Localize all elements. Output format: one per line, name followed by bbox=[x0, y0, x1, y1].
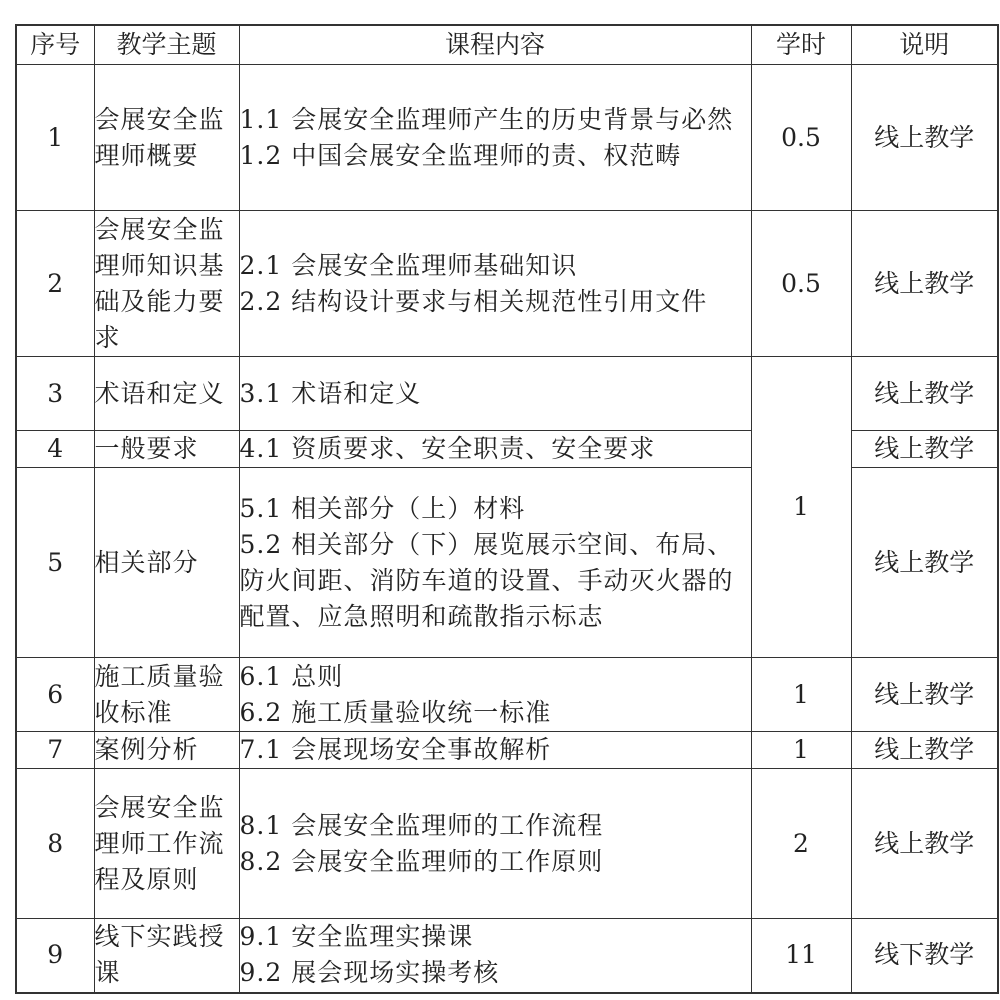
row-number: 2 bbox=[16, 211, 94, 357]
row-hours: 1 bbox=[751, 658, 851, 732]
row-content bbox=[239, 357, 751, 431]
content-line: 4.1 资质要求、安全职责、安全要求 bbox=[239, 434, 656, 463]
row-topic bbox=[94, 431, 239, 468]
course-schedule-table bbox=[15, 24, 999, 994]
row-number: 3 bbox=[16, 357, 94, 431]
row-number: 9 bbox=[16, 919, 94, 993]
row-number: 5 bbox=[16, 468, 94, 658]
row-topic bbox=[94, 769, 239, 919]
row-content bbox=[239, 919, 751, 993]
row-hours: 2 bbox=[751, 769, 851, 919]
row-hours: 0.5 bbox=[751, 65, 851, 211]
topic-text: 相关部分 bbox=[94, 547, 199, 577]
header-topic: 教学主题 bbox=[94, 25, 239, 65]
topic-text: 会展安全监理师工作流程及原则 bbox=[94, 792, 225, 894]
row-content bbox=[239, 431, 751, 468]
table-row bbox=[16, 658, 998, 732]
row-note: 线下教学 bbox=[851, 919, 998, 993]
row-topic bbox=[94, 357, 239, 431]
table-row bbox=[16, 769, 998, 919]
content-line: 2.1 会展安全监理师基础知识 bbox=[239, 250, 578, 280]
row-number: 6 bbox=[16, 658, 94, 732]
row-topic bbox=[94, 919, 239, 993]
content-line: 6.2 施工质量验收统一标准 bbox=[239, 697, 552, 727]
row-number: 4 bbox=[16, 431, 94, 468]
row-topic bbox=[94, 65, 239, 211]
row-content bbox=[239, 769, 751, 919]
row-note: 线上教学 bbox=[851, 732, 998, 769]
topic-text: 会展安全监理师知识基础及能力要求 bbox=[94, 214, 225, 352]
table-row bbox=[16, 919, 998, 993]
row-content bbox=[239, 658, 751, 732]
row-hours-merged: 1 bbox=[751, 357, 851, 658]
row-number: 7 bbox=[16, 732, 94, 769]
topic-text: 会展安全监理师概要 bbox=[94, 104, 225, 170]
header-no: 序号 bbox=[16, 25, 94, 65]
header-hours: 学时 bbox=[751, 25, 851, 65]
row-note: 线上教学 bbox=[851, 357, 998, 431]
row-topic bbox=[94, 658, 239, 732]
topic-text: 线下实践授课 bbox=[94, 922, 225, 988]
row-topic bbox=[94, 468, 239, 658]
table-row bbox=[16, 211, 998, 357]
row-content bbox=[239, 211, 751, 357]
row-content bbox=[239, 468, 751, 658]
row-number: 1 bbox=[16, 65, 94, 211]
content-line: 2.2 结构设计要求与相关规范性引用文件 bbox=[239, 286, 708, 316]
row-note: 线上教学 bbox=[851, 658, 998, 732]
content-line: 8.2 会展安全监理师的工作原则 bbox=[239, 846, 604, 876]
content-line: 9.2 展会现场实操考核 bbox=[239, 958, 500, 988]
content-line: 5.1 相关部分（上）材料 bbox=[239, 493, 526, 523]
row-note: 线上教学 bbox=[851, 468, 998, 658]
content-line: 9.1 安全监理实操课 bbox=[239, 922, 474, 952]
table-row bbox=[16, 732, 998, 769]
content-line: 6.1 总则 bbox=[239, 661, 344, 691]
header-note: 说明 bbox=[851, 25, 998, 65]
table-row bbox=[16, 357, 998, 431]
row-note: 线上教学 bbox=[851, 211, 998, 357]
row-content bbox=[239, 65, 751, 211]
topic-text: 案例分析 bbox=[94, 735, 199, 764]
content-line: 5.2 相关部分（下）展览展示空间、布局、防火间距、消防车道的设置、手动灭火器的配置、应急照明和疏散指示标志 bbox=[239, 529, 734, 631]
table-row bbox=[16, 65, 998, 211]
row-hours: 0.5 bbox=[751, 211, 851, 357]
content-line: 8.1 会展安全监理师的工作流程 bbox=[239, 810, 604, 840]
row-hours: 1 bbox=[751, 732, 851, 769]
content-line: 7.1 会展现场安全事故解析 bbox=[239, 735, 552, 764]
topic-text: 一般要求 bbox=[94, 434, 199, 463]
table-row bbox=[16, 468, 998, 658]
row-note: 线上教学 bbox=[851, 65, 998, 211]
row-topic bbox=[94, 732, 239, 769]
topic-text: 术语和定义 bbox=[94, 378, 225, 408]
content-line: 3.1 术语和定义 bbox=[239, 378, 422, 408]
table-row bbox=[16, 431, 998, 468]
header-row bbox=[16, 25, 998, 65]
content-line: 1.1 会展安全监理师产生的历史背景与必然 bbox=[239, 104, 734, 134]
row-topic bbox=[94, 211, 239, 357]
row-hours: 11 bbox=[751, 919, 851, 993]
row-number: 8 bbox=[16, 769, 94, 919]
row-note: 线上教学 bbox=[851, 769, 998, 919]
header-content: 课程内容 bbox=[239, 25, 751, 65]
topic-text: 施工质量验收标准 bbox=[94, 661, 225, 727]
row-note: 线上教学 bbox=[851, 431, 998, 468]
content-line: 1.2 中国会展安全监理师的责、权范畴 bbox=[239, 140, 682, 170]
row-content bbox=[239, 732, 751, 769]
